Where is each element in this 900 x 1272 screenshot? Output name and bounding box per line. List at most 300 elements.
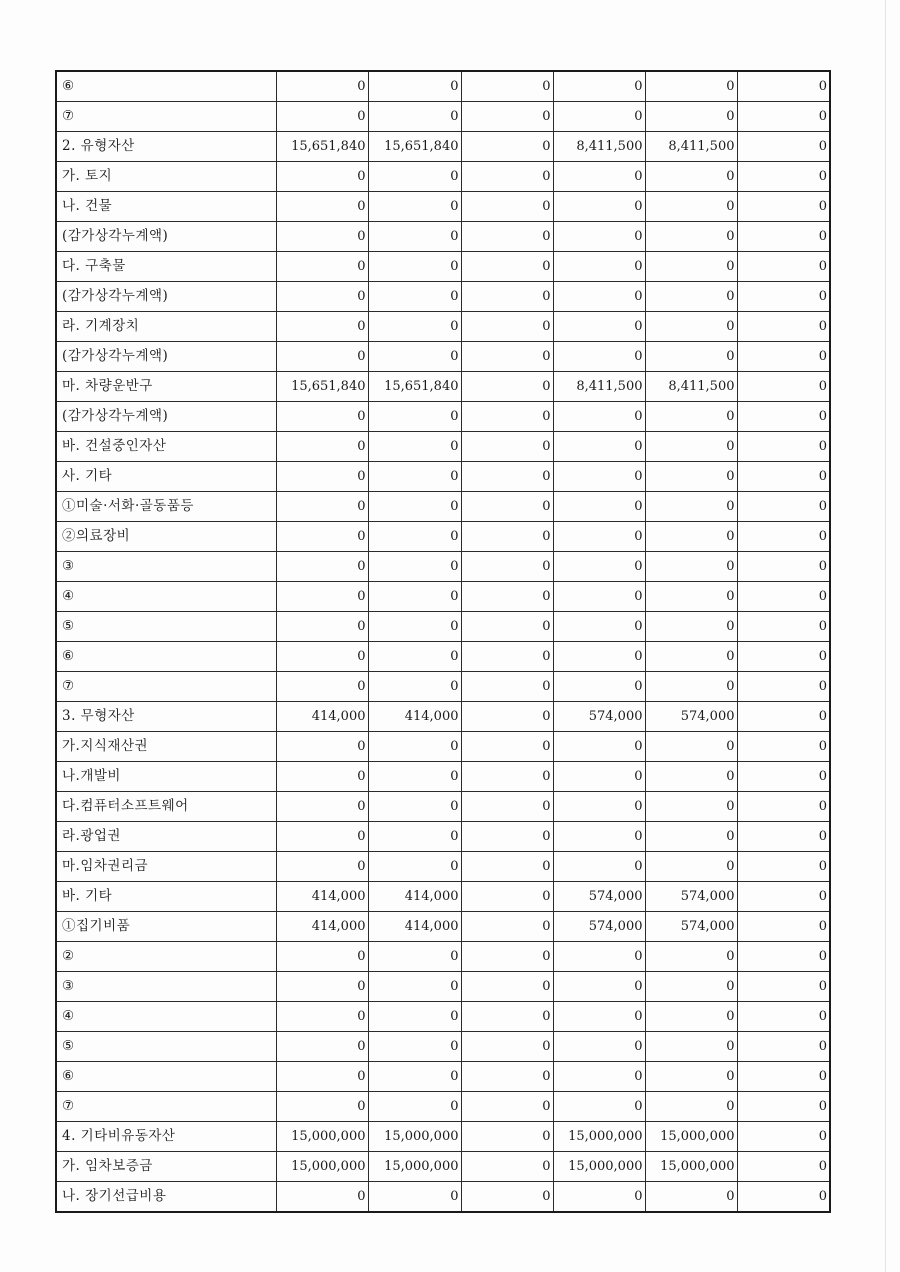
amount-cell: 0 — [737, 372, 830, 402]
amount-cell: 0 — [368, 1032, 461, 1062]
table-row — [56, 1062, 830, 1092]
row-label: ⑥ — [56, 642, 276, 672]
amount-cell: 0 — [461, 912, 553, 942]
amount-cell: 0 — [737, 972, 830, 1002]
amount-cell: 0 — [368, 762, 461, 792]
amount-cell: 0 — [461, 702, 553, 732]
row-label: 다.컴퓨터소프트웨어 — [56, 792, 276, 822]
row-label: ⑦ — [56, 672, 276, 702]
amount-cell: 0 — [737, 1092, 830, 1122]
amount-cell: 8,411,500 — [645, 132, 737, 162]
amount-cell: 0 — [461, 162, 553, 192]
amount-cell: 0 — [461, 1092, 553, 1122]
amount-cell: 0 — [368, 222, 461, 252]
amount-cell: 0 — [461, 222, 553, 252]
amount-cell: 0 — [645, 822, 737, 852]
amount-cell: 0 — [276, 1032, 368, 1062]
amount-cell: 8,411,500 — [553, 132, 645, 162]
amount-cell: 0 — [737, 102, 830, 132]
amount-cell: 0 — [645, 552, 737, 582]
amount-cell: 0 — [737, 822, 830, 852]
table-row — [56, 882, 830, 912]
table-row — [56, 132, 830, 162]
amount-cell: 0 — [276, 462, 368, 492]
table-row — [56, 912, 830, 942]
amount-cell: 414,000 — [368, 912, 461, 942]
amount-cell: 0 — [368, 192, 461, 222]
amount-cell: 0 — [276, 252, 368, 282]
amount-cell: 0 — [645, 252, 737, 282]
amount-cell: 0 — [276, 1092, 368, 1122]
amount-cell: 0 — [276, 492, 368, 522]
amount-cell: 0 — [737, 942, 830, 972]
row-label: ⑤ — [56, 1032, 276, 1062]
amount-cell: 0 — [276, 1002, 368, 1032]
amount-cell: 0 — [461, 522, 553, 552]
table-row — [56, 552, 830, 582]
row-label: 마.임차권리금 — [56, 852, 276, 882]
amount-cell: 0 — [645, 1092, 737, 1122]
row-label: 4. 기타비유동자산 — [56, 1122, 276, 1152]
amount-cell: 0 — [461, 372, 553, 402]
table-row — [56, 642, 830, 672]
amount-cell: 0 — [368, 732, 461, 762]
row-label: 마. 차량운반구 — [56, 372, 276, 402]
row-label: ④ — [56, 582, 276, 612]
row-label: ⑦ — [56, 102, 276, 132]
amount-cell: 0 — [461, 972, 553, 1002]
amount-cell: 0 — [461, 552, 553, 582]
amount-cell: 0 — [737, 222, 830, 252]
table-row — [56, 372, 830, 402]
row-label: 라.광업권 — [56, 822, 276, 852]
amount-cell: 414,000 — [368, 702, 461, 732]
table-row — [56, 702, 830, 732]
row-label: 바. 기타 — [56, 882, 276, 912]
amount-cell: 0 — [461, 462, 553, 492]
row-label: ② — [56, 942, 276, 972]
amount-cell: 0 — [276, 282, 368, 312]
amount-cell: 414,000 — [276, 702, 368, 732]
ledger-body — [56, 71, 830, 1212]
amount-cell: 0 — [645, 432, 737, 462]
amount-cell: 0 — [553, 1182, 645, 1213]
row-label: 3. 무형자산 — [56, 702, 276, 732]
amount-cell: 0 — [737, 1032, 830, 1062]
amount-cell: 0 — [368, 342, 461, 372]
amount-cell: 0 — [368, 822, 461, 852]
amount-cell: 0 — [737, 432, 830, 462]
amount-cell: 0 — [368, 642, 461, 672]
amount-cell: 0 — [645, 1032, 737, 1062]
amount-cell: 0 — [553, 102, 645, 132]
amount-cell: 574,000 — [553, 882, 645, 912]
row-label: (감가상각누계액) — [56, 222, 276, 252]
amount-cell: 0 — [368, 1002, 461, 1032]
amount-cell: 0 — [645, 672, 737, 702]
amount-cell: 0 — [461, 492, 553, 522]
amount-cell: 0 — [276, 552, 368, 582]
amount-cell: 0 — [461, 342, 553, 372]
amount-cell: 414,000 — [368, 882, 461, 912]
amount-cell: 574,000 — [553, 912, 645, 942]
amount-cell: 15,000,000 — [645, 1152, 737, 1182]
amount-cell: 0 — [461, 282, 553, 312]
amount-cell: 0 — [645, 582, 737, 612]
amount-cell: 0 — [461, 732, 553, 762]
amount-cell: 0 — [553, 642, 645, 672]
amount-cell: 0 — [553, 1062, 645, 1092]
amount-cell: 0 — [553, 462, 645, 492]
amount-cell: 0 — [553, 612, 645, 642]
table-row — [56, 162, 830, 192]
amount-cell: 0 — [553, 972, 645, 1002]
amount-cell: 0 — [276, 942, 368, 972]
amount-cell: 0 — [276, 102, 368, 132]
amount-cell: 0 — [276, 582, 368, 612]
amount-cell: 0 — [461, 1122, 553, 1152]
amount-cell: 0 — [461, 642, 553, 672]
amount-cell: 0 — [461, 762, 553, 792]
amount-cell: 0 — [368, 852, 461, 882]
amount-cell: 15,651,840 — [368, 372, 461, 402]
amount-cell: 0 — [461, 1002, 553, 1032]
amount-cell: 0 — [368, 522, 461, 552]
amount-cell: 0 — [368, 942, 461, 972]
row-label: ③ — [56, 552, 276, 582]
table-row — [56, 1032, 830, 1062]
row-label: ⑥ — [56, 71, 276, 102]
row-label: 가.지식재산권 — [56, 732, 276, 762]
amount-cell: 0 — [276, 192, 368, 222]
amount-cell: 0 — [645, 102, 737, 132]
amount-cell: 0 — [368, 612, 461, 642]
amount-cell: 0 — [645, 762, 737, 792]
amount-cell: 0 — [553, 342, 645, 372]
amount-cell: 0 — [553, 192, 645, 222]
amount-cell: 0 — [645, 71, 737, 102]
amount-cell: 0 — [553, 312, 645, 342]
amount-cell: 0 — [276, 732, 368, 762]
row-label: 바. 건설중인자산 — [56, 432, 276, 462]
amount-cell: 0 — [276, 402, 368, 432]
amount-cell: 0 — [737, 462, 830, 492]
amount-cell: 0 — [368, 252, 461, 282]
amount-cell: 0 — [553, 852, 645, 882]
table-row — [56, 852, 830, 882]
amount-cell: 0 — [737, 552, 830, 582]
amount-cell: 0 — [553, 762, 645, 792]
amount-cell: 0 — [737, 852, 830, 882]
amount-cell: 0 — [645, 1182, 737, 1213]
amount-cell: 0 — [553, 1032, 645, 1062]
amount-cell: 0 — [645, 942, 737, 972]
amount-cell: 0 — [737, 402, 830, 432]
amount-cell: 15,000,000 — [276, 1122, 368, 1152]
amount-cell: 574,000 — [645, 882, 737, 912]
row-label: ①미술·서화·골동품등 — [56, 492, 276, 522]
amount-cell: 0 — [737, 792, 830, 822]
amount-cell: 15,000,000 — [553, 1122, 645, 1152]
amount-cell: 0 — [461, 852, 553, 882]
amount-cell: 0 — [553, 432, 645, 462]
amount-cell: 0 — [737, 732, 830, 762]
table-row — [56, 252, 830, 282]
row-label: ①집기비품 — [56, 912, 276, 942]
amount-cell: 0 — [553, 942, 645, 972]
row-label: ⑦ — [56, 1092, 276, 1122]
table-row — [56, 972, 830, 1002]
amount-cell: 0 — [368, 1182, 461, 1213]
amount-cell: 0 — [276, 612, 368, 642]
amount-cell: 0 — [645, 852, 737, 882]
amount-cell: 15,000,000 — [276, 1152, 368, 1182]
amount-cell: 0 — [645, 792, 737, 822]
table-row — [56, 312, 830, 342]
row-label: 2. 유형자산 — [56, 132, 276, 162]
amount-cell: 0 — [368, 972, 461, 1002]
amount-cell: 0 — [737, 582, 830, 612]
table-row — [56, 192, 830, 222]
amount-cell: 0 — [553, 732, 645, 762]
amount-cell: 0 — [461, 792, 553, 822]
amount-cell: 0 — [461, 252, 553, 282]
table-row — [56, 492, 830, 522]
amount-cell: 414,000 — [276, 912, 368, 942]
amount-cell: 15,651,840 — [276, 132, 368, 162]
amount-cell: 0 — [461, 432, 553, 462]
amount-cell: 0 — [276, 162, 368, 192]
amount-cell: 0 — [368, 1092, 461, 1122]
amount-cell: 0 — [645, 972, 737, 1002]
amount-cell: 0 — [276, 342, 368, 372]
table-row — [56, 762, 830, 792]
amount-cell: 0 — [553, 402, 645, 432]
amount-cell: 0 — [461, 1032, 553, 1062]
amount-cell: 0 — [276, 762, 368, 792]
amount-cell: 0 — [553, 162, 645, 192]
amount-cell: 574,000 — [645, 702, 737, 732]
table-row — [56, 732, 830, 762]
amount-cell: 0 — [645, 492, 737, 522]
table-row — [56, 342, 830, 372]
table-row — [56, 1002, 830, 1032]
amount-cell: 0 — [737, 342, 830, 372]
amount-cell: 0 — [737, 1062, 830, 1092]
amount-cell: 0 — [368, 71, 461, 102]
amount-cell: 0 — [553, 552, 645, 582]
amount-cell: 0 — [368, 582, 461, 612]
amount-cell: 574,000 — [645, 912, 737, 942]
table-row — [56, 432, 830, 462]
amount-cell: 0 — [737, 702, 830, 732]
amount-cell: 0 — [276, 432, 368, 462]
row-label: (감가상각누계액) — [56, 342, 276, 372]
table-row — [56, 1122, 830, 1152]
table-row — [56, 222, 830, 252]
table-row — [56, 102, 830, 132]
amount-cell: 0 — [461, 612, 553, 642]
row-label: 다. 구축물 — [56, 252, 276, 282]
row-label: ②의료장비 — [56, 522, 276, 552]
table-row — [56, 71, 830, 102]
amount-cell: 0 — [553, 582, 645, 612]
amount-cell: 0 — [276, 1182, 368, 1213]
row-label: (감가상각누계액) — [56, 282, 276, 312]
amount-cell: 0 — [368, 1062, 461, 1092]
amount-cell: 0 — [276, 312, 368, 342]
amount-cell: 0 — [461, 132, 553, 162]
row-label: ⑥ — [56, 1062, 276, 1092]
row-label: ③ — [56, 972, 276, 1002]
amount-cell: 0 — [553, 492, 645, 522]
amount-cell: 0 — [368, 672, 461, 702]
amount-cell: 0 — [553, 71, 645, 102]
amount-cell: 0 — [276, 642, 368, 672]
amount-cell: 0 — [645, 342, 737, 372]
table-row — [56, 792, 830, 822]
amount-cell: 0 — [737, 1122, 830, 1152]
amount-cell: 15,000,000 — [368, 1122, 461, 1152]
amount-cell: 0 — [461, 582, 553, 612]
amount-cell: 0 — [737, 312, 830, 342]
row-label: 가. 임차보증금 — [56, 1152, 276, 1182]
amount-cell: 0 — [645, 1062, 737, 1092]
table-row — [56, 582, 830, 612]
amount-cell: 0 — [368, 282, 461, 312]
amount-cell: 0 — [737, 1182, 830, 1213]
table-row — [56, 822, 830, 852]
amount-cell: 0 — [553, 672, 645, 702]
amount-cell: 0 — [461, 192, 553, 222]
amount-cell: 414,000 — [276, 882, 368, 912]
amount-cell: 15,651,840 — [368, 132, 461, 162]
amount-cell: 0 — [737, 882, 830, 912]
amount-cell: 8,411,500 — [645, 372, 737, 402]
amount-cell: 0 — [368, 492, 461, 522]
amount-cell: 0 — [645, 522, 737, 552]
scan-edge-line — [885, 0, 886, 1272]
amount-cell: 0 — [276, 852, 368, 882]
amount-cell: 0 — [645, 642, 737, 672]
amount-cell: 0 — [645, 222, 737, 252]
table-row — [56, 282, 830, 312]
amount-cell: 0 — [461, 822, 553, 852]
row-label: 가. 토지 — [56, 162, 276, 192]
amount-cell: 0 — [461, 882, 553, 912]
amount-cell: 0 — [553, 282, 645, 312]
amount-cell: 0 — [737, 71, 830, 102]
amount-cell: 0 — [645, 192, 737, 222]
amount-cell: 0 — [276, 222, 368, 252]
table-row — [56, 462, 830, 492]
row-label: ④ — [56, 1002, 276, 1032]
amount-cell: 0 — [737, 192, 830, 222]
amount-cell: 0 — [553, 822, 645, 852]
amount-cell: 0 — [368, 402, 461, 432]
amount-cell: 0 — [461, 942, 553, 972]
table-row — [56, 942, 830, 972]
amount-cell: 0 — [737, 492, 830, 522]
amount-cell: 0 — [737, 612, 830, 642]
amount-cell: 8,411,500 — [553, 372, 645, 402]
amount-cell: 0 — [645, 1002, 737, 1032]
amount-cell: 0 — [737, 522, 830, 552]
amount-cell: 0 — [737, 672, 830, 702]
amount-cell: 0 — [553, 792, 645, 822]
amount-cell: 15,000,000 — [645, 1122, 737, 1152]
amount-cell: 0 — [276, 672, 368, 702]
amount-cell: 0 — [645, 162, 737, 192]
amount-cell: 0 — [737, 162, 830, 192]
table-row — [56, 672, 830, 702]
row-label: 나.개발비 — [56, 762, 276, 792]
amount-cell: 0 — [368, 792, 461, 822]
asset-ledger-table — [55, 70, 831, 1213]
amount-cell: 0 — [461, 402, 553, 432]
row-label: 사. 기타 — [56, 462, 276, 492]
amount-cell: 0 — [553, 222, 645, 252]
table-row — [56, 612, 830, 642]
amount-cell: 15,000,000 — [553, 1152, 645, 1182]
amount-cell: 0 — [368, 462, 461, 492]
amount-cell: 574,000 — [553, 702, 645, 732]
amount-cell: 0 — [368, 102, 461, 132]
amount-cell: 0 — [276, 522, 368, 552]
amount-cell: 0 — [461, 71, 553, 102]
amount-cell: 0 — [737, 642, 830, 672]
amount-cell: 0 — [461, 1152, 553, 1182]
table-row — [56, 1092, 830, 1122]
row-label: 라. 기계장치 — [56, 312, 276, 342]
row-label: (감가상각누계액) — [56, 402, 276, 432]
amount-cell: 0 — [276, 71, 368, 102]
amount-cell: 0 — [368, 162, 461, 192]
amount-cell: 0 — [276, 822, 368, 852]
amount-cell: 0 — [461, 102, 553, 132]
table-row — [56, 402, 830, 432]
amount-cell: 0 — [553, 1002, 645, 1032]
amount-cell: 0 — [737, 282, 830, 312]
amount-cell: 0 — [737, 132, 830, 162]
amount-cell: 0 — [368, 432, 461, 462]
amount-cell: 0 — [461, 672, 553, 702]
amount-cell: 0 — [737, 762, 830, 792]
amount-cell: 0 — [553, 1092, 645, 1122]
amount-cell: 0 — [368, 312, 461, 342]
amount-cell: 0 — [276, 1062, 368, 1092]
amount-cell: 0 — [461, 1182, 553, 1213]
amount-cell: 15,651,840 — [276, 372, 368, 402]
amount-cell: 0 — [645, 312, 737, 342]
table-row — [56, 1182, 830, 1213]
row-label: ⑤ — [56, 612, 276, 642]
amount-cell: 0 — [276, 972, 368, 1002]
amount-cell: 0 — [737, 252, 830, 282]
amount-cell: 0 — [737, 912, 830, 942]
row-label: 나. 장기선급비용 — [56, 1182, 276, 1213]
amount-cell: 0 — [368, 552, 461, 582]
amount-cell: 0 — [645, 402, 737, 432]
amount-cell: 0 — [276, 792, 368, 822]
amount-cell: 0 — [645, 282, 737, 312]
amount-cell: 0 — [645, 732, 737, 762]
amount-cell: 0 — [461, 312, 553, 342]
amount-cell: 0 — [737, 1152, 830, 1182]
amount-cell: 0 — [737, 1002, 830, 1032]
amount-cell: 0 — [553, 522, 645, 552]
table-row — [56, 522, 830, 552]
